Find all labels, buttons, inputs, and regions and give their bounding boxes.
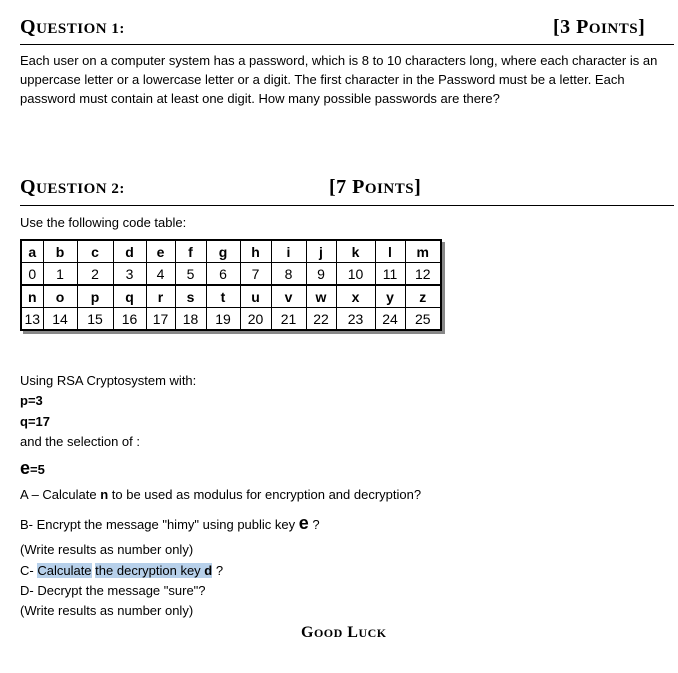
- q1-title: QUESTION 1:: [20, 16, 125, 38]
- table-cell: 12: [405, 263, 441, 286]
- table-cell: 24: [375, 308, 405, 331]
- table-cell: 21: [271, 308, 306, 331]
- table-cell: y: [375, 285, 405, 308]
- table-cell: u: [240, 285, 271, 308]
- part-d: D- Decrypt the message "sure"?: [20, 583, 206, 598]
- table-cell: x: [336, 285, 375, 308]
- q2-divider: [20, 205, 674, 206]
- table-cell: 20: [240, 308, 271, 331]
- part-a: A – Calculate n to be used as modulus for encryption and decryption?: [20, 487, 422, 502]
- table-cell: t: [206, 285, 240, 308]
- table-cell: 2: [77, 263, 113, 286]
- table-cell: 9: [306, 263, 336, 286]
- q2-points: [7 POINTS]: [329, 176, 422, 198]
- table-cell: 19: [206, 308, 240, 331]
- table-cell: 14: [43, 308, 77, 331]
- table-cell: 23: [336, 308, 375, 331]
- table-cell: 11: [375, 263, 405, 286]
- table-cell: 16: [113, 308, 146, 331]
- table-cell: i: [271, 240, 306, 263]
- table-cell: 7: [240, 263, 271, 286]
- p-value: p=3: [20, 393, 43, 408]
- note-number-only-2: (Write results as number only): [20, 603, 194, 618]
- e-value: e=5: [20, 458, 45, 478]
- table-cell: r: [146, 285, 175, 308]
- table-cell: 3: [113, 263, 146, 286]
- table-cell: 5: [175, 263, 206, 286]
- q2-intro: Use the following code table:: [20, 215, 187, 230]
- note-number-only-1: (Write results as number only): [20, 542, 194, 557]
- table-cell: g: [206, 240, 240, 263]
- table-cell: z: [405, 285, 441, 308]
- table-cell: 17: [146, 308, 175, 331]
- table-cell: s: [175, 285, 206, 308]
- table-cell: 0: [21, 263, 43, 286]
- table-cell: 4: [146, 263, 175, 286]
- table-cell: o: [43, 285, 77, 308]
- table-cell: 10: [336, 263, 375, 286]
- table-cell: q: [113, 285, 146, 308]
- table-cell: 25: [405, 308, 441, 331]
- table-cell: 22: [306, 308, 336, 331]
- table-cell: 15: [77, 308, 113, 331]
- table-cell: 13: [21, 308, 43, 331]
- table-cell: h: [240, 240, 271, 263]
- q1-body: Each user on a computer system has a password, which is 8 to 10 characters long, where each character is an uppercase letter or a lowercase letter or a digit. The first character in the Password must be a letter. Each password must contain at least one digit. How many possible passwords are there?: [20, 53, 658, 106]
- table-cell: p: [77, 285, 113, 308]
- table-cell: 1: [43, 263, 77, 286]
- table-cell: w: [306, 285, 336, 308]
- code-table: [20, 239, 442, 331]
- table-cell: 6: [206, 263, 240, 286]
- selection-text: and the selection of :: [20, 434, 140, 449]
- table-row: [21, 263, 441, 286]
- table-cell: n: [21, 285, 43, 308]
- table-cell: b: [43, 240, 77, 263]
- table-cell: e: [146, 240, 175, 263]
- rsa-intro: Using RSA Cryptosystem with:: [20, 373, 197, 388]
- table-cell: l: [375, 240, 405, 263]
- table-row: [21, 240, 441, 263]
- part-c: C- Calculate the decryption key d ?: [20, 563, 224, 578]
- table-cell: a: [21, 240, 43, 263]
- table-cell: 18: [175, 308, 206, 331]
- q1-divider: [20, 44, 674, 45]
- part-b: B- Encrypt the message "himy" using public key e ?: [20, 513, 320, 533]
- table-cell: f: [175, 240, 206, 263]
- table-cell: m: [405, 240, 441, 263]
- table-cell: j: [306, 240, 336, 263]
- table-cell: c: [77, 240, 113, 263]
- table-cell: v: [271, 285, 306, 308]
- table-cell: 8: [271, 263, 306, 286]
- good-luck: GOOD LUCK: [301, 624, 387, 641]
- table-row: [21, 308, 441, 331]
- q-value: q=17: [20, 414, 50, 429]
- q1-points: [3 POINTS]: [553, 16, 646, 38]
- table-row: [21, 285, 441, 308]
- table-cell: d: [113, 240, 146, 263]
- q2-title: QUESTION 2:: [20, 176, 125, 198]
- table-cell: k: [336, 240, 375, 263]
